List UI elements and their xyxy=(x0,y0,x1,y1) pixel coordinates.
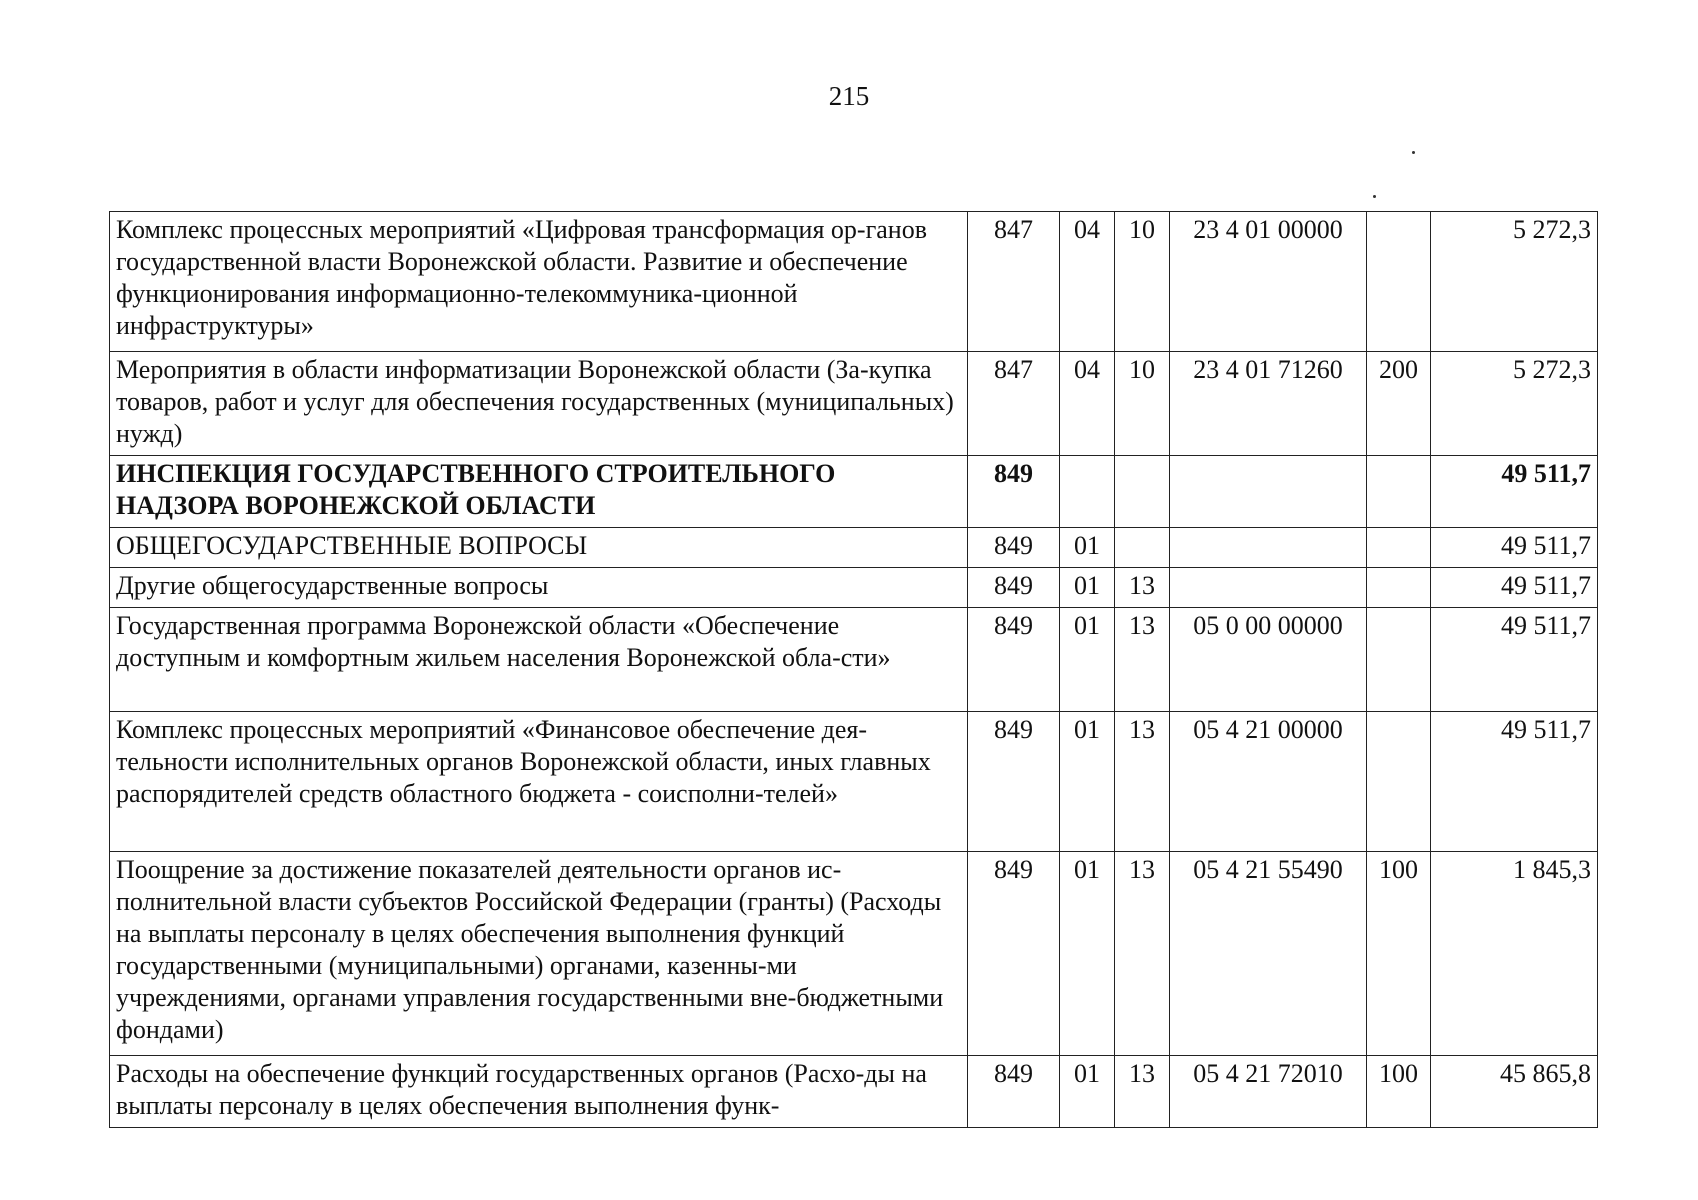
row-sum-cell: 49 511,7 xyxy=(1431,608,1598,712)
row-rz-cell: 04 xyxy=(1060,212,1115,352)
row-pr-cell xyxy=(1115,528,1170,568)
row-pr-cell xyxy=(1115,456,1170,528)
row-rz-cell: 01 xyxy=(1060,1056,1115,1128)
row-pr-cell: 13 xyxy=(1115,1056,1170,1128)
row-pr-cell: 13 xyxy=(1115,712,1170,852)
row-pr-cell: 10 xyxy=(1115,212,1170,352)
table-row xyxy=(110,352,1598,456)
row-gr-cell: 847 xyxy=(968,352,1060,456)
row-rz-cell xyxy=(1060,456,1115,528)
table-row xyxy=(110,608,1598,712)
row-sum-cell: 45 865,8 xyxy=(1431,1056,1598,1128)
row-vr-cell xyxy=(1367,456,1431,528)
row-csr-cell: 23 4 01 00000 xyxy=(1170,212,1367,352)
row-vr-cell xyxy=(1367,568,1431,608)
row-csr-cell xyxy=(1170,456,1367,528)
row-name-cell: Комплекс процессных мероприятий «Финансовое обеспечение дея-тельности исполнительных органов Воронежской области, иных главных распорядителей средств областного бюджета - соисполни-телей» xyxy=(110,712,968,852)
row-vr-cell xyxy=(1367,608,1431,712)
row-vr-cell: 100 xyxy=(1367,1056,1431,1128)
row-sum-cell: 5 272,3 xyxy=(1431,352,1598,456)
row-gr-cell: 847 xyxy=(968,212,1060,352)
row-vr-cell xyxy=(1367,212,1431,352)
row-gr-cell: 849 xyxy=(968,528,1060,568)
row-sum-cell: 49 511,7 xyxy=(1431,568,1598,608)
row-name-cell: ИНСПЕКЦИЯ ГОСУДАРСТВЕННОГО СТРОИТЕЛЬНОГО НАДЗОРА ВОРОНЕЖСКОЙ ОБЛАСТИ xyxy=(110,456,968,528)
row-sum-cell: 49 511,7 xyxy=(1431,712,1598,852)
row-gr-cell: 849 xyxy=(968,568,1060,608)
row-csr-cell: 05 4 21 55490 xyxy=(1170,852,1367,1056)
table-row xyxy=(110,528,1598,568)
budget-table xyxy=(109,211,1598,1128)
table-row xyxy=(110,712,1598,852)
row-pr-cell: 13 xyxy=(1115,608,1170,712)
table-row xyxy=(110,1056,1598,1128)
row-csr-cell xyxy=(1170,568,1367,608)
table-row xyxy=(110,456,1598,528)
row-gr-cell: 849 xyxy=(968,456,1060,528)
row-pr-cell: 13 xyxy=(1115,852,1170,1056)
row-sum-cell: 49 511,7 xyxy=(1431,528,1598,568)
row-gr-cell: 849 xyxy=(968,852,1060,1056)
page-number: 215 xyxy=(828,81,870,111)
row-csr-cell xyxy=(1170,528,1367,568)
row-gr-cell: 849 xyxy=(968,1056,1060,1128)
row-rz-cell: 01 xyxy=(1060,608,1115,712)
row-csr-cell: 23 4 01 71260 xyxy=(1170,352,1367,456)
row-vr-cell: 200 xyxy=(1367,352,1431,456)
row-pr-cell: 10 xyxy=(1115,352,1170,456)
table-row xyxy=(110,212,1598,352)
table-row xyxy=(110,852,1598,1056)
row-rz-cell: 01 xyxy=(1060,712,1115,852)
row-rz-cell: 01 xyxy=(1060,528,1115,568)
row-name-cell: ОБЩЕГОСУДАРСТВЕННЫЕ ВОПРОСЫ xyxy=(110,528,968,568)
row-csr-cell: 05 4 21 00000 xyxy=(1170,712,1367,852)
row-gr-cell: 849 xyxy=(968,608,1060,712)
row-name-cell: Другие общегосударственные вопросы xyxy=(110,568,968,608)
row-csr-cell: 05 4 21 72010 xyxy=(1170,1056,1367,1128)
row-pr-cell: 13 xyxy=(1115,568,1170,608)
row-vr-cell xyxy=(1367,528,1431,568)
row-sum-cell: 5 272,3 xyxy=(1431,212,1598,352)
row-name-cell: Государственная программа Воронежской области «Обеспечение доступным и комфортным жильем населения Воронежской обла-сти» xyxy=(110,608,968,712)
row-csr-cell: 05 0 00 00000 xyxy=(1170,608,1367,712)
row-name-cell: Мероприятия в области информатизации Воронежской области (За-купка товаров, работ и услуг для обеспечения государственных (муниципальных) нужд) xyxy=(110,352,968,456)
row-vr-cell: 100 xyxy=(1367,852,1431,1056)
row-name-cell: Поощрение за достижение показателей деятельности органов ис-полнительной власти субъектов Российской Федерации (гранты) (Расходы на выплаты персоналу в целях обеспечения выполнения функций государственными (муниципальными) органами, казенны-ми учреждениями, органами управления государственными вне-бюджетными фондами) xyxy=(110,852,968,1056)
table-body xyxy=(110,212,1598,1128)
scan-speck xyxy=(1412,151,1415,154)
row-sum-cell: 49 511,7 xyxy=(1431,456,1598,528)
row-vr-cell xyxy=(1367,712,1431,852)
scan-speck xyxy=(1373,195,1376,198)
row-sum-cell: 1 845,3 xyxy=(1431,852,1598,1056)
row-name-cell: Расходы на обеспечение функций государственных органов (Расхо-ды на выплаты персоналу в целях обеспечения выполнения функ- xyxy=(110,1056,968,1128)
row-rz-cell: 01 xyxy=(1060,852,1115,1056)
table-row xyxy=(110,568,1598,608)
row-rz-cell: 01 xyxy=(1060,568,1115,608)
row-name-cell: Комплекс процессных мероприятий «Цифровая трансформация ор-ганов государственной власти Воронежской области. Развитие и обеспечение функционирования информационно-телекоммуника-ционной инфраструктуры» xyxy=(110,212,968,352)
row-rz-cell: 04 xyxy=(1060,352,1115,456)
row-gr-cell: 849 xyxy=(968,712,1060,852)
